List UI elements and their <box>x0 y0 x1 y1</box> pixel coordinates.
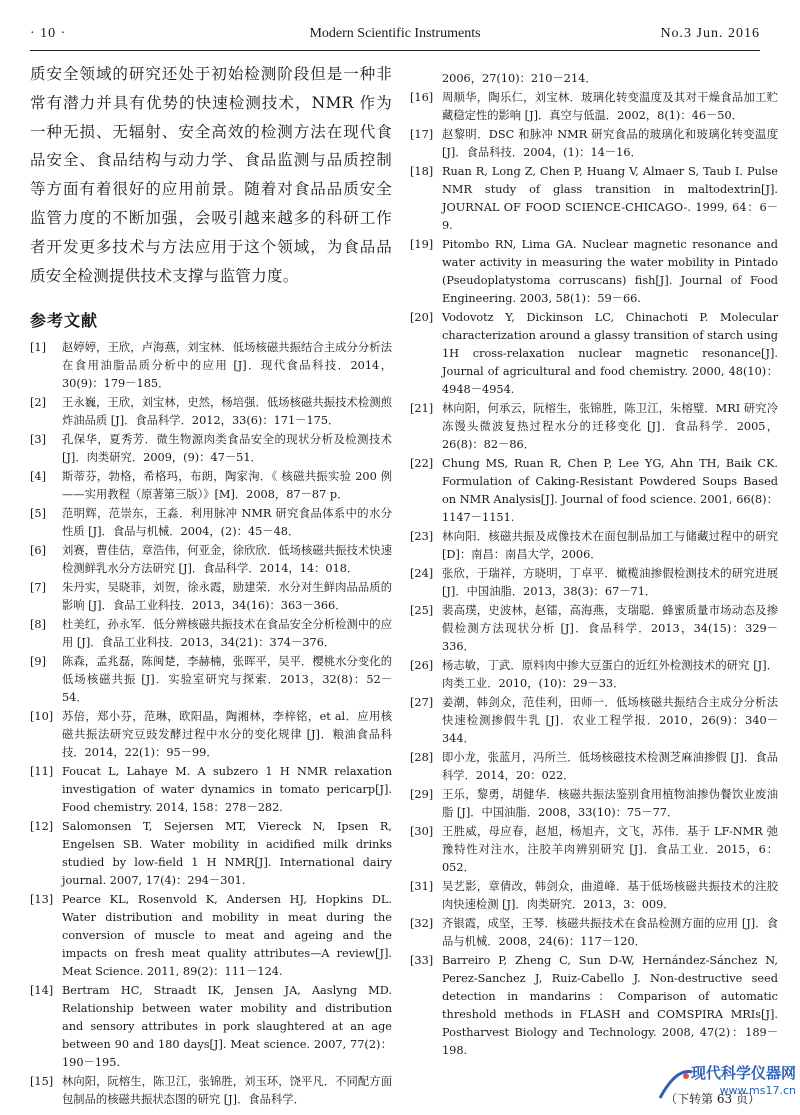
journal-name: Modern Scientific Instruments <box>309 26 481 41</box>
reference-text: 即小龙，张蓝月，冯所兰．低场核磁技术检测芝麻油掺假 [J]．食品科学．2014，20：022． <box>442 751 778 782</box>
reference-text: 朱丹实，吴晓菲，刘贺，徐永霞，励建荣．水分对生鲜肉品品质的影响 [J]．食品工业科技．2013，34(16)：363－366． <box>62 581 392 613</box>
reference-text: 王永巍，王欣，刘宝林，史然，杨培强．低场核磁共振技术检测煎炸油品质 [J]．食品科学．2012，33(6)：171－175． <box>62 396 392 428</box>
page-number: · 10 · <box>30 26 67 41</box>
reference-item <box>30 505 392 541</box>
reference-text: 杜美红，孙永军．低分辨核磁共振技术在食品安全分析检测中的应用 [J]．食品工业科技．2013，34(21)：374－376． <box>62 618 392 650</box>
reference-text: Vodovotz Y, Dickinson LC, Chinachoti P. Molecular characterization around a glassy transition of starch using 1H cross-relaxation nuclear magnetic resonance[J]. Journal of agricultural and food chemistry. 2000, 48(10)：4948－4954. <box>442 311 778 396</box>
reference-item <box>30 542 392 578</box>
reference-text: 斯蒂芬，勃格，希格玛，布朗，陶家洵．《 核磁共振实验 200 例——实用教程（原著第三版）》[M]．2008，87－87 p． <box>62 470 392 502</box>
reference-number: [32] <box>410 917 434 930</box>
reference-number: [19] <box>410 238 434 251</box>
reference-text: 张欣，于瑞祥，方晓明，丁卓平．橄榄油掺假检测技术的研究进展 [J]．中国油脂．2013，38(3)：67－71． <box>442 567 778 598</box>
reference-text: Bertram HC, Straadt IK, Jensen JA, Aaslyng MD. Relationship between water mobility and distribution and sensory attributes in pork slaughtered at an age between 90 and 180 days[J]. Meat science. 2007, 77(2)：190－195. <box>62 984 392 1070</box>
reference-item <box>410 878 778 914</box>
reference-number: [6] <box>30 544 47 558</box>
reference-number: [7] <box>30 581 47 595</box>
watermark-logo <box>656 1062 796 1106</box>
reference-number: [9] <box>30 655 47 669</box>
reference-item <box>410 126 778 162</box>
reference-item <box>410 163 778 235</box>
reference-item <box>410 952 778 1060</box>
reference-number: [8] <box>30 618 47 632</box>
reference-text: 王胜威，母应春，赵旭，杨旭卉，文飞，苏伟．基于 LF-NMR 弛豫特性对注水，注胶羊肉辨别研究 [J]．食品工业．2015，6：052． <box>442 825 778 874</box>
watermark-url: www.ms17.cn <box>719 1084 796 1097</box>
header-rule <box>30 50 760 51</box>
reference-continuation: 2006，27(10)：210－214． <box>442 72 597 85</box>
reference-item <box>30 891 392 981</box>
reference-item <box>410 565 778 601</box>
reference-text: 杨志敏，丁武．原料肉中掺大豆蛋白的近红外检测技术的研究 [J]．肉类工业．2010，(10)：29－33． <box>442 659 778 690</box>
reference-text: 范明辉，范崇东，王淼．利用脉冲 NMR 研究食品体系中的水分性质 [J]．食品与机械．2004，(2)：45－48． <box>62 507 392 539</box>
reference-number: [5] <box>30 507 47 521</box>
reference-item <box>410 749 778 785</box>
reference-text: 吴艺影，章倩改，韩剑众，曲道峰．基于低场核磁共振技术的注胶肉快速检测 [J]．肉类研究．2013，3：009． <box>442 880 778 911</box>
reference-text: Ruan R, Long Z, Chen P, Huang V, Almaer S, Taub I. Pulse NMR study of glass transition in maltodextrin[J]. JOURNAL OF FOOD SCIENCE-CHICAGO-. 1999, 64：6－9. <box>442 165 778 232</box>
continued-note: （下转第 63 页） <box>665 1092 760 1106</box>
reference-number: [31] <box>410 880 434 893</box>
reference-item <box>410 400 778 454</box>
watermark-title: 现代科学仪器网 <box>690 1064 796 1082</box>
references-heading: 参考文献 <box>30 311 99 331</box>
reference-text: Barreiro P, Zheng C, Sun D-W, Hernández-Sánchez N, Perez-Sanchez J, Ruiz-Cabello J. Non-destructive seed detection in mandarins：Comparison of automatic threshold methods in FLASH and COMSPIRA MRIs[J]. Postharvest Biology and Technology. 2008, 47(2)：189－198. <box>442 954 778 1057</box>
reference-item <box>30 1073 392 1109</box>
reference-number: [13] <box>30 893 54 907</box>
reference-text: 裴高璞，史波林，赵镭，高海燕，支瑞聪．蜂蜜质量市场动态及掺假检测方法现状分析 [J]．食品科学．2013，34(15)：329－336． <box>442 604 778 653</box>
reference-item <box>410 602 778 656</box>
reference-number: [23] <box>410 530 434 543</box>
reference-number: [14] <box>30 984 54 998</box>
reference-number: [12] <box>30 820 54 834</box>
reference-text: 林向阳，何承云，阮榕生，张锦胜，陈卫江，朱榕璧．MRI 研究冷冻馒头微波复热过程水分的迁移变化 [J]．食品科学．2005，26(8)：82－86． <box>442 402 778 451</box>
reference-number: [20] <box>410 311 434 324</box>
reference-text: 陈森，孟兆磊，陈闽楚，李赫楠，张晖平，吴平．樱桃水分变化的低场核磁共振 [J]．实验室研究与探索．2013，32(8)：52－54． <box>62 655 392 705</box>
reference-item <box>30 579 392 615</box>
reference-number: [28] <box>410 751 434 764</box>
reference-number: [26] <box>410 659 434 672</box>
reference-text: 赵婷婷，王欣，卢海燕，刘宝林．低场核磁共振结合主成分分析法在食用油脂品质分析中的应用 [J]．现代食品科技．2014，30(9)：179－185． <box>62 341 392 391</box>
reference-item <box>410 694 778 748</box>
reference-item <box>410 89 778 125</box>
reference-item <box>30 708 392 762</box>
reference-text: 苏倍，郑小芬，范琳，欧阳晶，陶湘林，李梓铭，et al．应用核磁共振法研究豆豉发酵过程中水分的变化规律 [J]．粮油食品科技．2014，22(1)：95－99． <box>62 710 392 760</box>
reference-item <box>410 528 778 564</box>
reference-item <box>30 818 392 890</box>
left-column <box>30 60 392 1110</box>
reference-text: 孔保华，夏秀芳．微生物源肉类食品安全的现状分析及检测技术 [J]．肉类研究．2009，(9)：47－51． <box>62 433 392 465</box>
reference-item <box>30 653 392 707</box>
reference-item <box>410 309 778 399</box>
reference-number: [22] <box>410 457 434 470</box>
reference-item <box>30 616 392 652</box>
reference-text: 齐银霞，成坚，王琴．核磁共振技术在食品检测方面的应用 [J]．食品与机械．2008，24(6)：117－120． <box>442 917 778 948</box>
reference-item <box>30 394 392 430</box>
reference-number: [21] <box>410 402 434 415</box>
reference-number: [11] <box>30 765 54 779</box>
reference-text: Pearce KL, Rosenvold K, Andersen HJ, Hopkins DL. Water distribution and mobility in meat during the conversion of muscle to meat and ageing and the impacts on fresh meat quality attributes—A review[J]. Meat Science. 2011, 89(2)：111－124. <box>62 893 392 979</box>
reference-text: Foucat L, Lahaye M. A subzero 1 H NMR relaxation investigation of water dynamics in tomato pericarp[J]. Food chemistry. 2014, 158：278－282. <box>62 765 392 815</box>
reference-text: 姜潮，韩剑众，范佳利，田师一．低场核磁共振结合主成分分析法快速检测掺假牛乳 [J]．农业工程学报．2010，26(9)：340－344． <box>442 696 778 745</box>
reference-text: 刘赛，曹佳佶，章浩伟，何亚金，徐欣欣．低场核磁共振技术快速检测鲜乳水分方法研究 [J]．食品科学．2014，14：018． <box>62 544 392 576</box>
reference-item <box>410 786 778 822</box>
reference-number: [18] <box>410 165 434 178</box>
reference-number: [29] <box>410 788 434 801</box>
reference-number: [2] <box>30 396 47 410</box>
reference-item <box>410 236 778 308</box>
reference-number: [24] <box>410 567 434 580</box>
reference-item <box>410 657 778 693</box>
reference-text: 林向阳．核磁共振及成像技术在面包制品加工与储藏过程中的研究 [D]：南昌：南昌大学，2006． <box>442 530 778 561</box>
reference-number: [25] <box>410 604 434 617</box>
reference-number: [16] <box>410 91 434 104</box>
reference-item <box>30 763 392 817</box>
reference-item <box>30 982 392 1072</box>
intro-paragraph: 质安全领域的研究还处于初始检测阶段但是一种非常有潜力并具有优势的快速检测技术，NMR 作为一种无损、无辐射、安全高效的检测方法在现代食品安全、食品结构与动力学、食品监测与品质控制等方面有着很好的应用前景。随着对食品品质安全监管力度的不断加强，会吸引越来越多的科研工作者开发更多技术与方法应用于这个领域，为食品品质安全检测提供技术支撑与监管力度。 <box>30 65 392 285</box>
reference-text: Pitombo RN, Lima GA. Nuclear magnetic resonance and water activity in measuring the water mobility in Pintado (Pseudoplatystoma corruscans) fish[J]. Journal of Food Engineering. 2003, 58(1)：59－66. <box>442 238 778 305</box>
reference-text: Salomonsen T, Sejersen MT, Viereck N, Ipsen R, Engelsen SB. Water mobility in acidified milk drinks studied by low-field 1 H NMR[J]. International dairy journal. 2007, 17(4)：294－301. <box>62 820 392 888</box>
reference-number: [27] <box>410 696 434 709</box>
reference-text: 王乐，黎勇，胡健华．核磁共振法鉴别食用植物油掺伪餐饮业废油脂 [J]．中国油脂．2008，33(10)：75－77． <box>442 788 778 819</box>
reference-item <box>410 455 778 527</box>
right-column <box>410 70 778 1061</box>
reference-text: 周顺华，陶乐仁，刘宝林．玻璃化转变温度及其对干燥食品加工贮藏稳定性的影响 [J]．真空与低温．2002，8(1)：46－50． <box>442 91 778 122</box>
issue-info: No.3 Jun. 2016 <box>660 26 760 41</box>
reference-item <box>410 823 778 877</box>
reference-item <box>30 339 392 393</box>
reference-number: [15] <box>30 1075 54 1089</box>
reference-list-right <box>410 89 778 1060</box>
reference-text: 林向阳，阮榕生，陈卫江，张锦胜，刘玉环，饶平凡．不同配方面包制品的核磁共振状态图的研究 [J]．食品科学． <box>62 1075 392 1107</box>
reference-item <box>30 468 392 504</box>
reference-number: [17] <box>410 128 434 141</box>
running-header <box>30 26 760 48</box>
reference-number: [3] <box>30 433 47 447</box>
reference-list-left <box>30 339 392 1109</box>
reference-item <box>30 431 392 467</box>
reference-number: [4] <box>30 470 47 484</box>
reference-number: [30] <box>410 825 434 838</box>
reference-text: 赵黎明．DSC 和脉冲 NMR 研究食品的玻璃化和玻璃化转变温度 [J]．食品科技．2004，(1)：14－16． <box>442 128 778 159</box>
reference-number: [10] <box>30 710 54 724</box>
reference-number: [1] <box>30 341 47 355</box>
reference-number: [33] <box>410 954 434 967</box>
reference-text: Chung MS, Ruan R, Chen P, Lee YG, Ahn TH, Baik CK. Formulation of Caking-Resistant Powdered Soups Based on NMR Analysis[J]. Journal of food science. 2001, 66(8)：1147－1151. <box>442 457 778 524</box>
reference-item <box>410 915 778 951</box>
